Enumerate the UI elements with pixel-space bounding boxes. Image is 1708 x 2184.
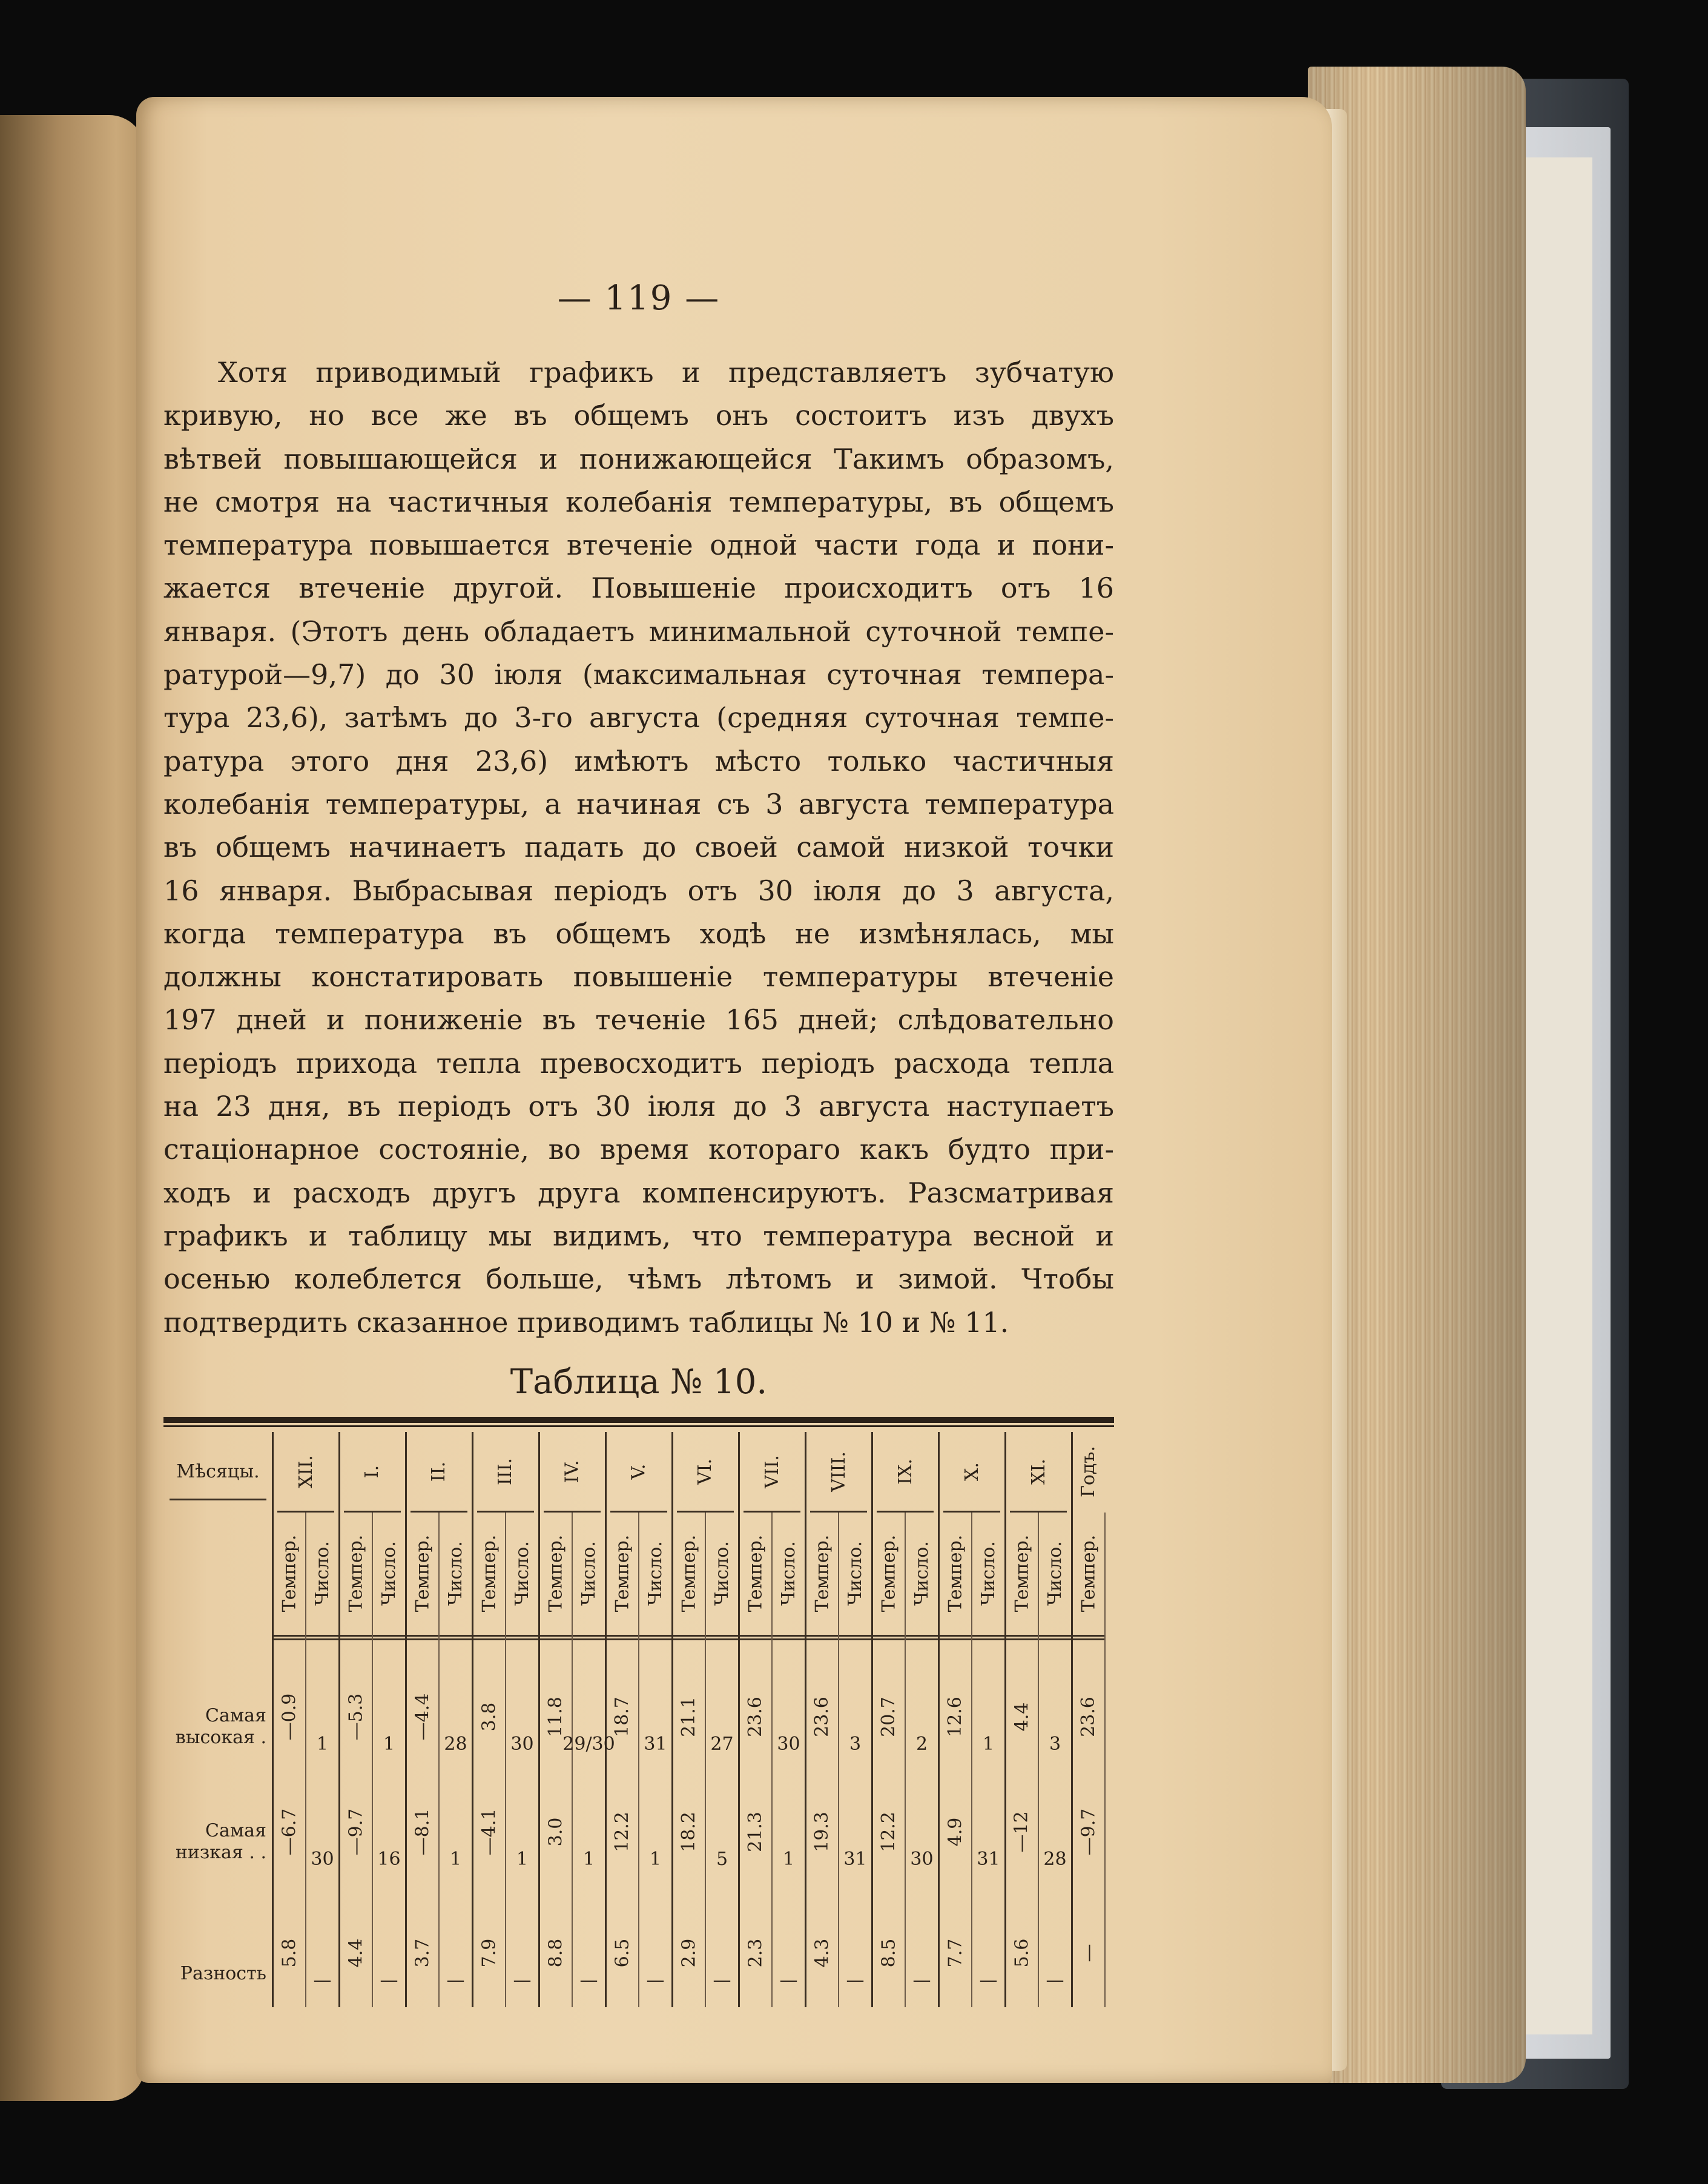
table-cell — [639, 1767, 672, 1876]
temperature-value: —4.4 — [412, 1693, 433, 1741]
month-header — [672, 1432, 739, 1511]
table-cell — [705, 1640, 739, 1761]
day-value: 2 — [915, 1734, 928, 1755]
temperature-value: —8.1 — [412, 1808, 433, 1856]
table-cell — [562, 1640, 615, 1761]
row-label-line: Самая — [205, 1820, 266, 1841]
subheader-label: Число. — [645, 1540, 667, 1606]
table-cell — [406, 1882, 439, 1997]
temperature-value: 23.6 — [811, 1697, 833, 1737]
temperature-value: —5.3 — [345, 1693, 366, 1741]
temperature-value: 8.8 — [545, 1938, 566, 1968]
subheader-label: Темпер. — [279, 1534, 300, 1612]
day-value: 28 — [1043, 1849, 1067, 1870]
table-cell — [272, 1767, 306, 1876]
month-header-label: XII. — [295, 1454, 317, 1488]
day-value: 1 — [316, 1734, 329, 1755]
table-cell — [406, 1767, 439, 1876]
month-header — [1005, 1432, 1072, 1511]
table-cell — [972, 1767, 1005, 1876]
temperature-value: 3.8 — [478, 1702, 500, 1732]
table-cell — [406, 1640, 439, 1761]
table-cell — [805, 1640, 839, 1761]
table-cell — [972, 1882, 1005, 1997]
day-value: 30 — [777, 1734, 800, 1755]
table-cell — [339, 1767, 372, 1876]
table-cell — [439, 1640, 472, 1761]
table-cell — [839, 1767, 872, 1876]
temperature-table — [163, 1417, 1114, 2007]
temperature-value: 7.7 — [945, 1938, 966, 1968]
temperature-value: 7.9 — [478, 1938, 500, 1968]
table-cell — [938, 1640, 972, 1761]
temperature-value: —9.7 — [345, 1808, 366, 1856]
month-header — [1072, 1432, 1105, 1511]
table-cell — [839, 1882, 872, 1997]
text-line: стаціонарное состояніе, во время котораго какъ будто при- — [163, 1133, 1114, 1166]
subheader-day — [639, 1513, 672, 1634]
month-header-label: IV. — [561, 1460, 583, 1483]
month-header-label: XI. — [1027, 1458, 1049, 1485]
table-cell — [705, 1882, 739, 1997]
temperature-value: 4.4 — [1011, 1702, 1032, 1732]
table-cell — [306, 1640, 339, 1761]
month-header — [272, 1432, 339, 1511]
table-cell — [1072, 1640, 1105, 1761]
temperature-value: 12.6 — [945, 1697, 966, 1737]
subheader-day — [506, 1513, 539, 1634]
day-value: — — [979, 1970, 998, 1991]
row-label-line: низкая . . — [175, 1842, 266, 1863]
month-header — [406, 1432, 472, 1511]
table-cell — [372, 1767, 406, 1876]
subheader-temp — [1072, 1513, 1105, 1634]
subheader-label: Темпер. — [345, 1534, 366, 1612]
temperature-value: 2.3 — [745, 1938, 766, 1968]
day-value: 30 — [311, 1849, 334, 1870]
text-line: не смотря на частичныя колебанія температуры, въ общемъ — [163, 485, 1114, 518]
temperature-value: 3.0 — [545, 1817, 566, 1847]
page-number: — 119 — — [557, 279, 720, 318]
subheader-day — [972, 1513, 1005, 1634]
month-header-label: VI. — [694, 1458, 716, 1485]
day-value: — — [846, 1970, 865, 1991]
subheader-label: Темпер. — [612, 1534, 633, 1612]
table-cell — [739, 1640, 772, 1761]
day-value: 1 — [649, 1849, 662, 1870]
day-value: — — [1046, 1970, 1064, 1991]
text-line: января. (Этотъ день обладаетъ минимальной суточной темпе- — [163, 615, 1114, 648]
table-cell — [605, 1882, 639, 1997]
text-line: въ общемъ начинаетъ падать до своей самой низкой точки — [163, 831, 1114, 864]
subheader-label: Число. — [978, 1540, 1000, 1606]
table-cell — [1038, 1640, 1072, 1761]
table-cell — [572, 1882, 605, 1997]
day-value: 1 — [982, 1734, 995, 1755]
table-cell — [472, 1767, 506, 1876]
table-cell — [905, 1767, 938, 1876]
months-label: Мѣсяцы. — [176, 1460, 260, 1482]
month-header — [605, 1432, 672, 1511]
day-value: 31 — [644, 1734, 667, 1755]
table-cell — [339, 1882, 372, 1997]
table-cell — [805, 1767, 839, 1876]
table-cell — [439, 1767, 472, 1876]
table-cell — [772, 1882, 805, 1997]
table-cell — [272, 1640, 306, 1761]
subheader-temp — [539, 1513, 572, 1634]
subheader-day — [572, 1513, 605, 1634]
table-cell — [772, 1767, 805, 1876]
subheader-label: Темпер. — [745, 1534, 766, 1612]
subheader-label: Темпер. — [1078, 1534, 1099, 1612]
temperature-value: —12 — [1011, 1811, 1032, 1853]
temperature-value: 19.3 — [811, 1812, 833, 1852]
text-line: 197 дней и пониженіе въ теченіе 165 дней; слѣдовательно — [163, 1003, 1114, 1037]
table-cell — [639, 1882, 672, 1997]
table-cell — [1005, 1882, 1038, 1997]
temperature-value: 5.8 — [279, 1938, 300, 1968]
table-cell — [306, 1882, 339, 1997]
temperature-value: 11.8 — [545, 1697, 567, 1737]
row-label-line: Самая — [205, 1705, 266, 1726]
table-top-thin-rule — [163, 1425, 1114, 1427]
row-label — [163, 1705, 266, 1749]
day-value: — — [646, 1970, 665, 1991]
table-cell — [639, 1640, 672, 1761]
month-header-label: II. — [428, 1461, 450, 1482]
text-line: ходъ и расходъ другъ друга компенсируютъ. Разсматривая — [163, 1176, 1114, 1209]
day-value: 16 — [377, 1849, 401, 1870]
table-cell — [506, 1640, 539, 1761]
month-header — [938, 1432, 1005, 1511]
table-cell — [506, 1767, 539, 1876]
subheader-temp — [406, 1513, 439, 1634]
table-cell — [672, 1767, 705, 1876]
subheader-temp — [938, 1513, 972, 1634]
temperature-value: 4.4 — [345, 1938, 366, 1968]
subheader-label: Число. — [445, 1540, 467, 1606]
subheader-temp — [872, 1513, 905, 1634]
day-value: 29/30 — [562, 1734, 615, 1755]
text-line: подтвердить сказанное приводимъ таблицы № 10 и № 11. — [163, 1305, 1009, 1339]
subheader-label: Темпер. — [1011, 1534, 1032, 1612]
table-cell — [905, 1640, 938, 1761]
table-cell — [705, 1767, 739, 1876]
month-header-label: III. — [495, 1457, 516, 1485]
table-cell — [539, 1767, 572, 1876]
text-line: 16 января. Выбрасывая періодъ отъ 30 іюля до 3 августа, — [163, 874, 1114, 907]
text-line: жается втеченіе другой. Повышеніе происходитъ отъ 16 — [163, 572, 1114, 605]
subheader-label: Темпер. — [811, 1534, 833, 1612]
subheader-label: Число. — [711, 1540, 733, 1606]
subheader-label: Темпер. — [412, 1534, 433, 1612]
month-header-label: Годъ. — [1078, 1445, 1099, 1497]
table-cell — [972, 1640, 1005, 1761]
day-value: — — [380, 1970, 398, 1991]
month-header — [805, 1432, 872, 1511]
subheader-day — [905, 1513, 938, 1634]
temperature-value: 12.2 — [878, 1812, 900, 1852]
table-cell — [472, 1882, 506, 1997]
left-page-edge — [0, 115, 145, 2101]
table-cell — [439, 1882, 472, 1997]
day-value: 5 — [716, 1849, 728, 1870]
text-line: на 23 дня, въ періодъ отъ 30 іюля до 3 августа наступаетъ — [163, 1090, 1114, 1123]
temperature-value: —9.7 — [1078, 1808, 1099, 1856]
text-line: ратурой—9,7) до 30 іюля (максимальная суточная темпера- — [163, 658, 1114, 691]
temperature-value: 5.6 — [1011, 1938, 1032, 1968]
subheader-label: Число. — [778, 1540, 800, 1606]
table-cell — [372, 1640, 406, 1761]
row-label-line: высокая . — [175, 1727, 266, 1748]
subheader-label: Темпер. — [545, 1534, 566, 1612]
subheader-label: Число. — [845, 1540, 866, 1606]
table-cell — [372, 1882, 406, 1997]
row-label — [163, 1963, 266, 1985]
day-value: 3 — [849, 1734, 862, 1755]
day-value: — — [912, 1970, 931, 1991]
subheader-day — [705, 1513, 739, 1634]
temperature-value: 23.6 — [1078, 1697, 1100, 1737]
day-value: 28 — [444, 1734, 467, 1755]
day-value: 1 — [582, 1849, 595, 1870]
table-cell — [605, 1767, 639, 1876]
month-header — [339, 1432, 406, 1511]
day-value: — — [446, 1970, 465, 1991]
temperature-value: —4.1 — [478, 1808, 500, 1856]
table-cell — [506, 1882, 539, 1997]
subheader-temp — [672, 1513, 705, 1634]
month-header — [872, 1432, 938, 1511]
temperature-value: 4.3 — [811, 1938, 833, 1968]
table-cell — [1005, 1640, 1038, 1761]
subheader-label: Число. — [312, 1540, 334, 1606]
text-line: когда температура въ общемъ ходѣ не измѣнялась, мы — [163, 917, 1114, 950]
back-endpaper — [1526, 157, 1592, 2034]
subheader-label: Число. — [512, 1540, 533, 1606]
subheader-temp — [272, 1513, 306, 1634]
table-cell — [605, 1640, 639, 1761]
month-header — [539, 1432, 605, 1511]
table-cell — [839, 1640, 872, 1761]
day-value: 3 — [1049, 1734, 1061, 1755]
temperature-value: 21.3 — [745, 1812, 767, 1852]
table-cell — [872, 1640, 905, 1761]
text-line: тура 23,6), затѣмъ до 3-го августа (средняя суточная темпе- — [163, 701, 1114, 734]
subheader-temp — [1005, 1513, 1038, 1634]
temperature-value: 18.2 — [678, 1812, 700, 1852]
text-line: кривую, но все же въ общемъ онъ состоитъ изъ двухъ — [163, 399, 1114, 432]
table-cell — [1072, 1882, 1105, 1997]
day-value: 31 — [977, 1849, 1000, 1870]
text-line: осенью колеблется больше, чѣмъ лѣтомъ и зимой. Чтобы — [163, 1262, 1114, 1296]
text-line: вѣтвей повышающейся и понижающейся Такимъ образомъ, — [163, 442, 1114, 475]
subheader-temp — [339, 1513, 372, 1634]
month-header-label: V. — [628, 1463, 650, 1479]
table-title: Таблица № 10. — [510, 1362, 768, 1402]
table-cell — [1038, 1767, 1072, 1876]
table-cell — [739, 1882, 772, 1997]
day-value: — — [313, 1970, 332, 1991]
day-value: 30 — [910, 1849, 934, 1870]
table-cell — [872, 1767, 905, 1876]
day-value: — — [779, 1970, 798, 1991]
temperature-value: 4.9 — [945, 1817, 966, 1847]
subheader-day — [439, 1513, 472, 1634]
table-cell — [1005, 1767, 1038, 1876]
month-header — [472, 1432, 539, 1511]
subheader-day — [772, 1513, 805, 1634]
temperature-value: 12.2 — [612, 1812, 633, 1852]
day-value: — — [713, 1970, 731, 1991]
day-value: — — [579, 1970, 598, 1991]
subheader-label: Число. — [1044, 1540, 1066, 1606]
subheader-temp — [739, 1513, 772, 1634]
table-cell — [739, 1767, 772, 1876]
month-header-label: IX. — [894, 1458, 916, 1485]
temperature-value: —0.9 — [279, 1693, 300, 1741]
temperature-value: 18.7 — [612, 1697, 633, 1737]
month-header-label: VIII. — [828, 1451, 849, 1492]
day-value: 1 — [516, 1849, 529, 1870]
header-bottom-rule — [272, 1635, 1105, 1637]
day-value: 31 — [843, 1849, 867, 1870]
text-line: Хотя приводимый графикъ и представляетъ зубчатую — [218, 356, 1114, 389]
subheader-label: Число. — [378, 1540, 400, 1606]
temperature-value: — — [1078, 1944, 1099, 1962]
temperature-value: 6.5 — [612, 1938, 633, 1968]
temperature-value: 20.7 — [878, 1697, 900, 1737]
table-top-rule — [163, 1417, 1114, 1423]
subheader-day — [372, 1513, 406, 1634]
subheader-label: Темпер. — [678, 1534, 699, 1612]
subheader-day — [839, 1513, 872, 1634]
subheader-label: Число. — [911, 1540, 933, 1606]
day-value: 30 — [510, 1734, 534, 1755]
subheader-label: Число. — [578, 1540, 600, 1606]
subheader-label: Темпер. — [945, 1534, 966, 1612]
temperature-value: 23.6 — [745, 1697, 767, 1737]
row-label — [163, 1820, 266, 1864]
month-header-label: X. — [961, 1462, 983, 1481]
table-cell — [672, 1640, 705, 1761]
subheader-label: Темпер. — [878, 1534, 899, 1612]
subheader-day — [1038, 1513, 1072, 1634]
subheader-day — [306, 1513, 339, 1634]
table-cell — [539, 1882, 572, 1997]
table-cell — [272, 1882, 306, 1997]
day-value: — — [513, 1970, 532, 1991]
subheader-temp — [805, 1513, 839, 1634]
table-cell — [672, 1882, 705, 1997]
table-cell — [572, 1767, 605, 1876]
temperature-value: 8.5 — [878, 1938, 899, 1968]
table-cell — [339, 1640, 372, 1761]
body-text — [163, 351, 1114, 1344]
table-cell — [872, 1882, 905, 1997]
table-cell — [905, 1882, 938, 1997]
day-value: 27 — [710, 1734, 734, 1755]
text-line: графикъ и таблицу мы видимъ, что температура весной и — [163, 1219, 1114, 1252]
temperature-value: 2.9 — [678, 1938, 699, 1968]
table-cell — [938, 1882, 972, 1997]
temperature-value: —6.7 — [279, 1808, 300, 1856]
table-cell — [1038, 1882, 1072, 1997]
month-header — [739, 1432, 805, 1511]
table-cell — [938, 1767, 972, 1876]
row-label-line: Разность — [180, 1963, 266, 1984]
text-line: колебанія температуры, а начиная съ 3 августа температура — [163, 787, 1114, 820]
text-line: должны констатировать повышеніе температуры втеченіе — [163, 960, 1114, 994]
text-line: періодъ прихода тепла превосходитъ періодъ расхода тепла — [163, 1046, 1114, 1080]
subheader-label: Темпер. — [478, 1534, 500, 1612]
month-header-label: I. — [361, 1465, 383, 1478]
table-cell — [772, 1640, 805, 1761]
label-underline — [170, 1499, 266, 1500]
temperature-value: 21.1 — [678, 1697, 700, 1737]
subheader-temp — [472, 1513, 506, 1634]
table-cell — [472, 1640, 506, 1761]
subheader-temp — [605, 1513, 639, 1634]
text-line: температура повышается втеченіе одной части года и пони- — [163, 529, 1114, 562]
temperature-value: 3.7 — [412, 1938, 433, 1968]
table-cell — [306, 1767, 339, 1876]
day-value: 1 — [449, 1849, 462, 1870]
day-value: 1 — [782, 1849, 795, 1870]
text-line: ратура этого дня 23,6) имѣютъ мѣсто только частичныя — [163, 744, 1114, 777]
day-value: 1 — [383, 1734, 395, 1755]
table-cell — [1072, 1767, 1105, 1876]
table-cell — [805, 1882, 839, 1997]
month-header-label: VII. — [761, 1454, 783, 1488]
